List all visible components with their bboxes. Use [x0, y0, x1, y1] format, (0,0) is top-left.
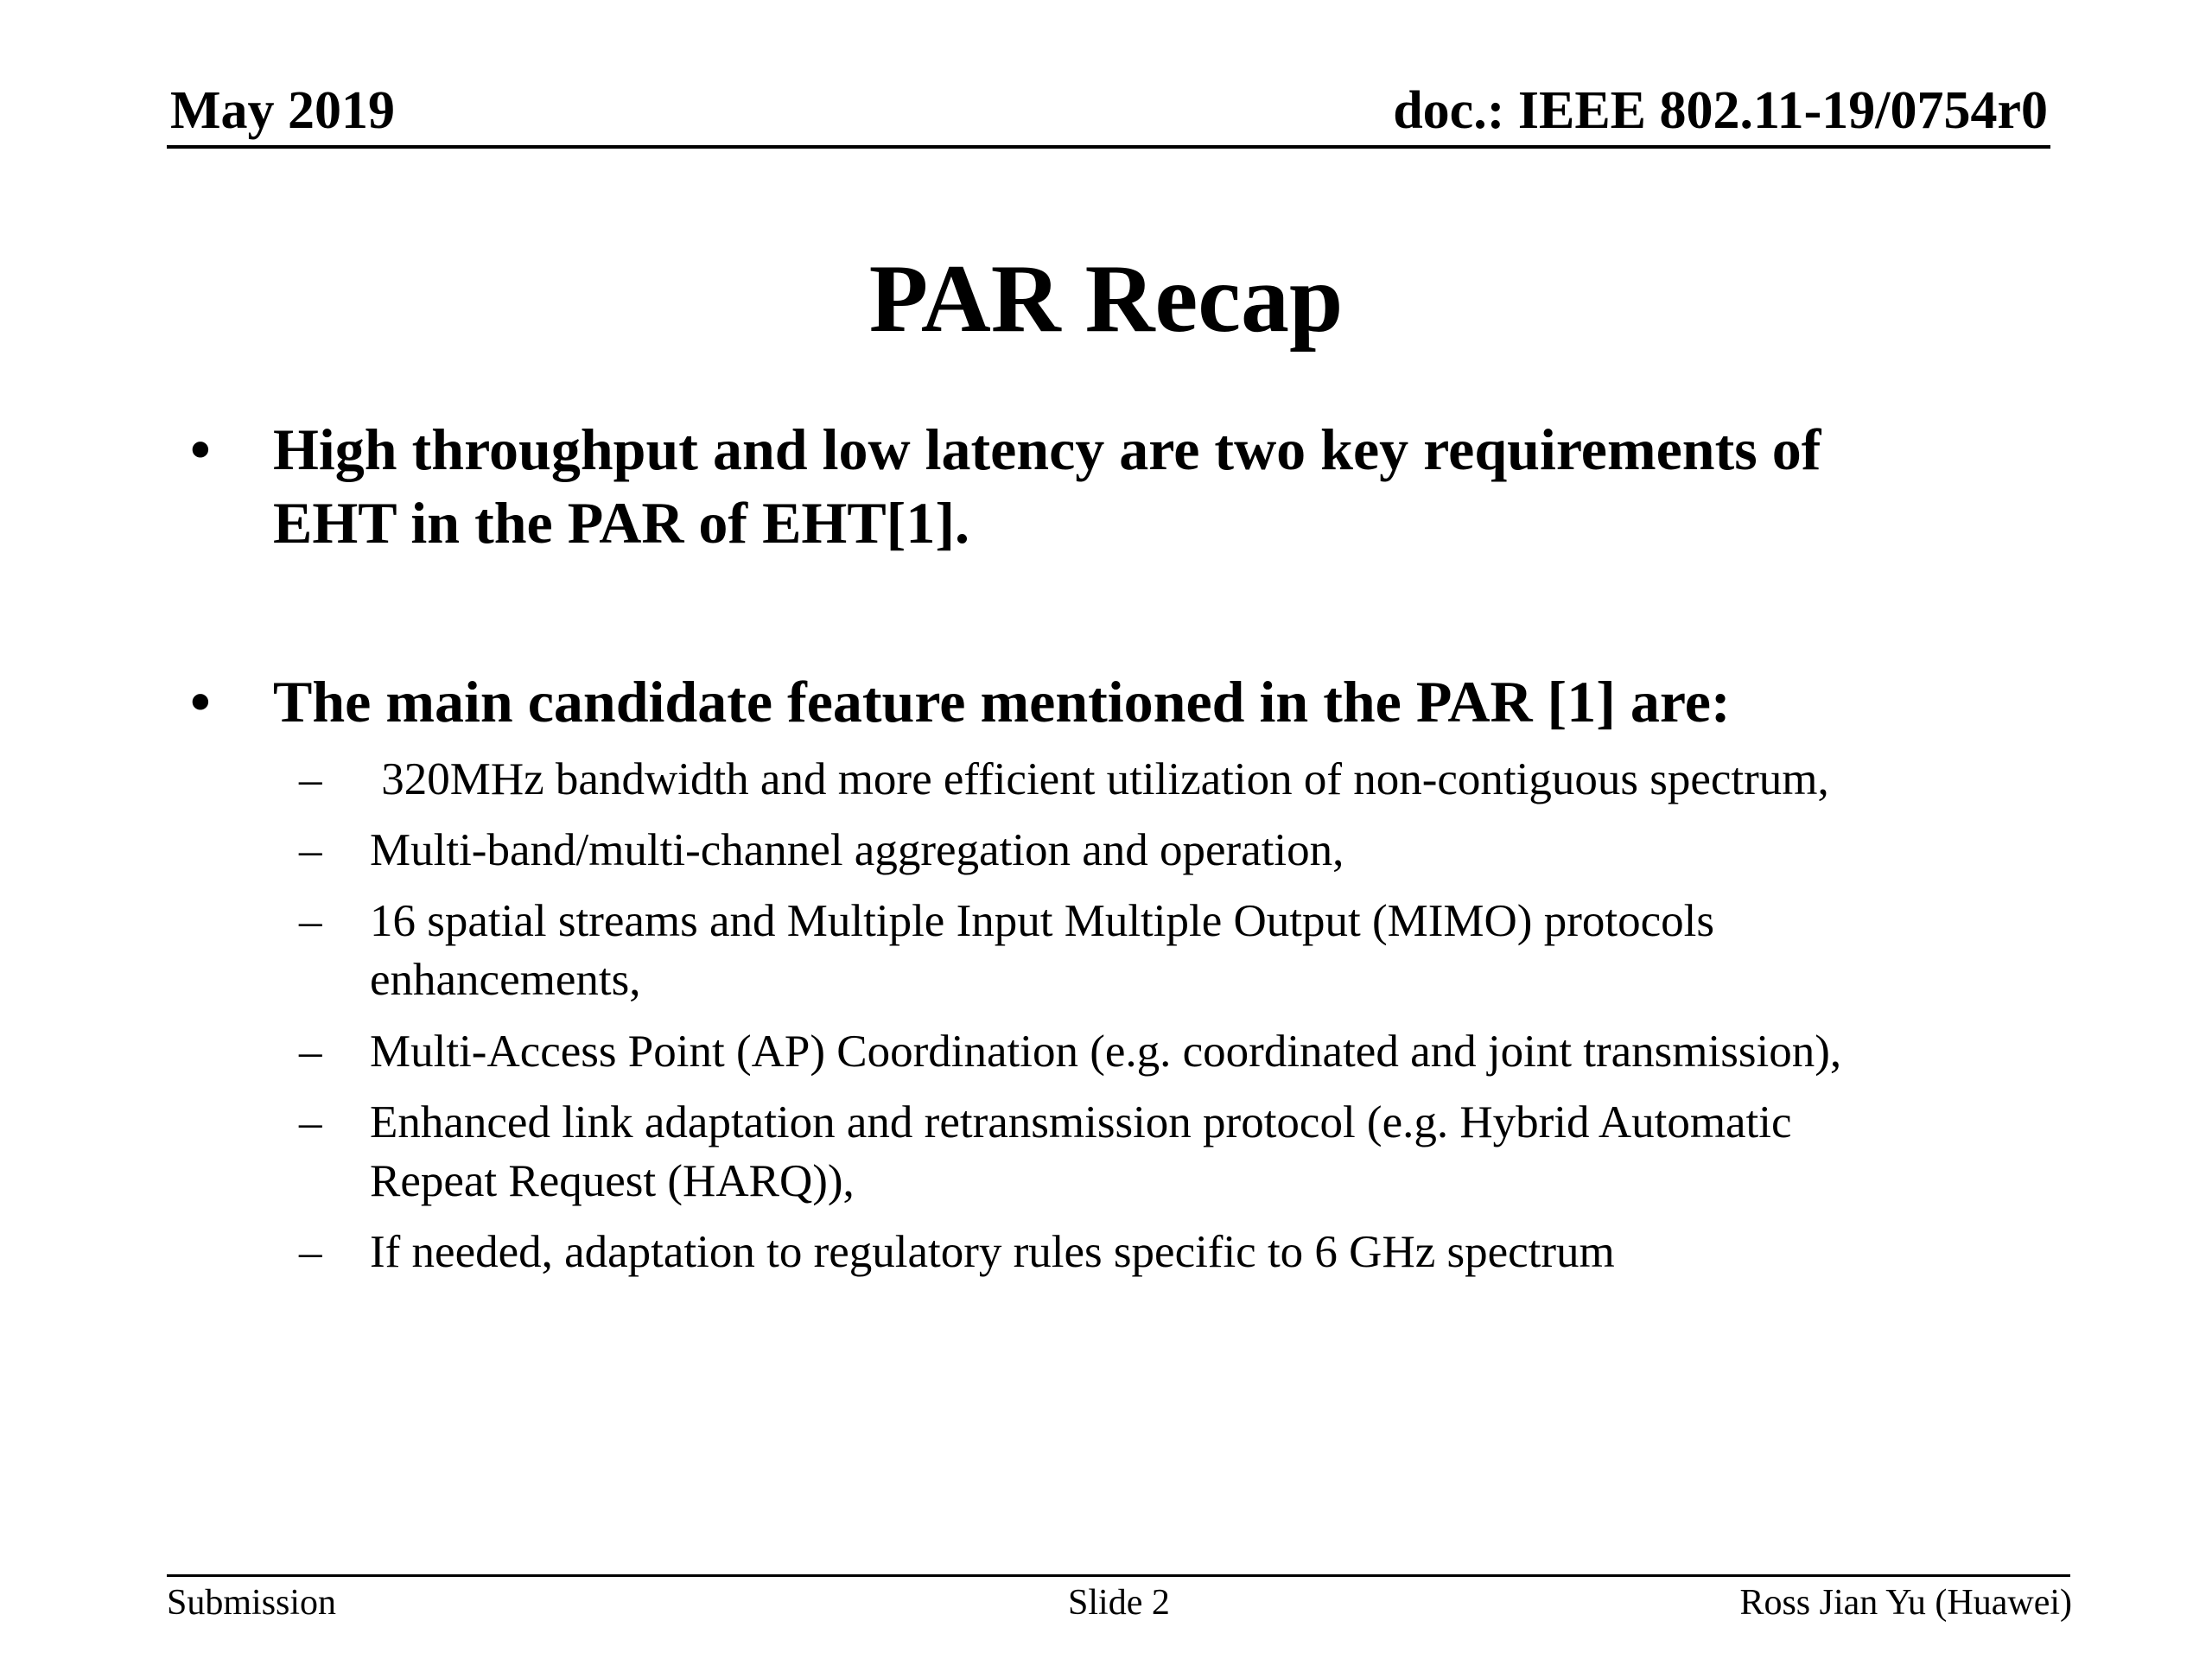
- sub-item-line: Multi-Access Point (AP) Coordination (e.g. coordinated and joint transmission),: [370, 1027, 1842, 1077]
- footer-slide-number: Slide 2: [1068, 1583, 1170, 1623]
- sub-item-line: 320MHz bandwidth and more efficient utilization of non-contiguous spectrum,: [370, 754, 1829, 804]
- sub-item-marker: –: [299, 896, 322, 946]
- sub-item-line: enhancements,: [370, 955, 641, 1005]
- slide-title: PAR Recap: [868, 245, 1344, 353]
- sub-item-line: Multi-band/multi-channel aggregation and operation,: [370, 825, 1344, 875]
- bullet-marker: •: [190, 416, 211, 482]
- header-date: May 2019: [170, 81, 396, 140]
- footer-divider: [167, 1574, 2070, 1577]
- bullet-line: The main candidate feature mentioned in the PAR [1] are:: [273, 669, 1731, 734]
- header-divider: [167, 145, 2050, 149]
- sub-item-line: Enhanced link adaptation and retransmission protocol (e.g. Hybrid Automatic: [370, 1097, 1792, 1147]
- sub-item-line: If needed, adaptation to regulatory rules specific to 6 GHz spectrum: [370, 1227, 1615, 1277]
- sub-item-text: [370, 1022, 1994, 1081]
- sub-item-marker: –: [299, 754, 322, 804]
- footer-submission: Submission: [167, 1583, 337, 1623]
- sub-item-text: [370, 750, 1994, 809]
- bullet-text: [273, 413, 2088, 560]
- sub-item-marker: –: [299, 1027, 322, 1077]
- sub-item-line: 16 spatial streams and Multiple Input Multiple Output (MIMO) protocols: [370, 896, 1714, 946]
- sub-item-marker: –: [299, 1227, 322, 1277]
- sub-item-text: [370, 1223, 1994, 1281]
- header-doc-id: doc.: IEEE 802.11-19/0754r0: [1393, 81, 2048, 140]
- sub-item-text: [370, 1093, 1994, 1211]
- sub-item-line: Repeat Request (HARQ)),: [370, 1156, 855, 1206]
- sub-item-text: [370, 821, 1994, 880]
- bullet-line: EHT in the PAR of EHT[1].: [273, 490, 969, 556]
- sub-item-marker: –: [299, 825, 322, 875]
- bullet-marker: •: [190, 669, 211, 734]
- sub-item-text: [370, 892, 1994, 1009]
- sub-item-marker: –: [299, 1097, 322, 1147]
- bullet-text: [273, 665, 2088, 739]
- footer-author: Ross Jian Yu (Huawei): [1739, 1583, 2072, 1623]
- bullet-line: High throughput and low latency are two key requirements of: [273, 416, 1821, 482]
